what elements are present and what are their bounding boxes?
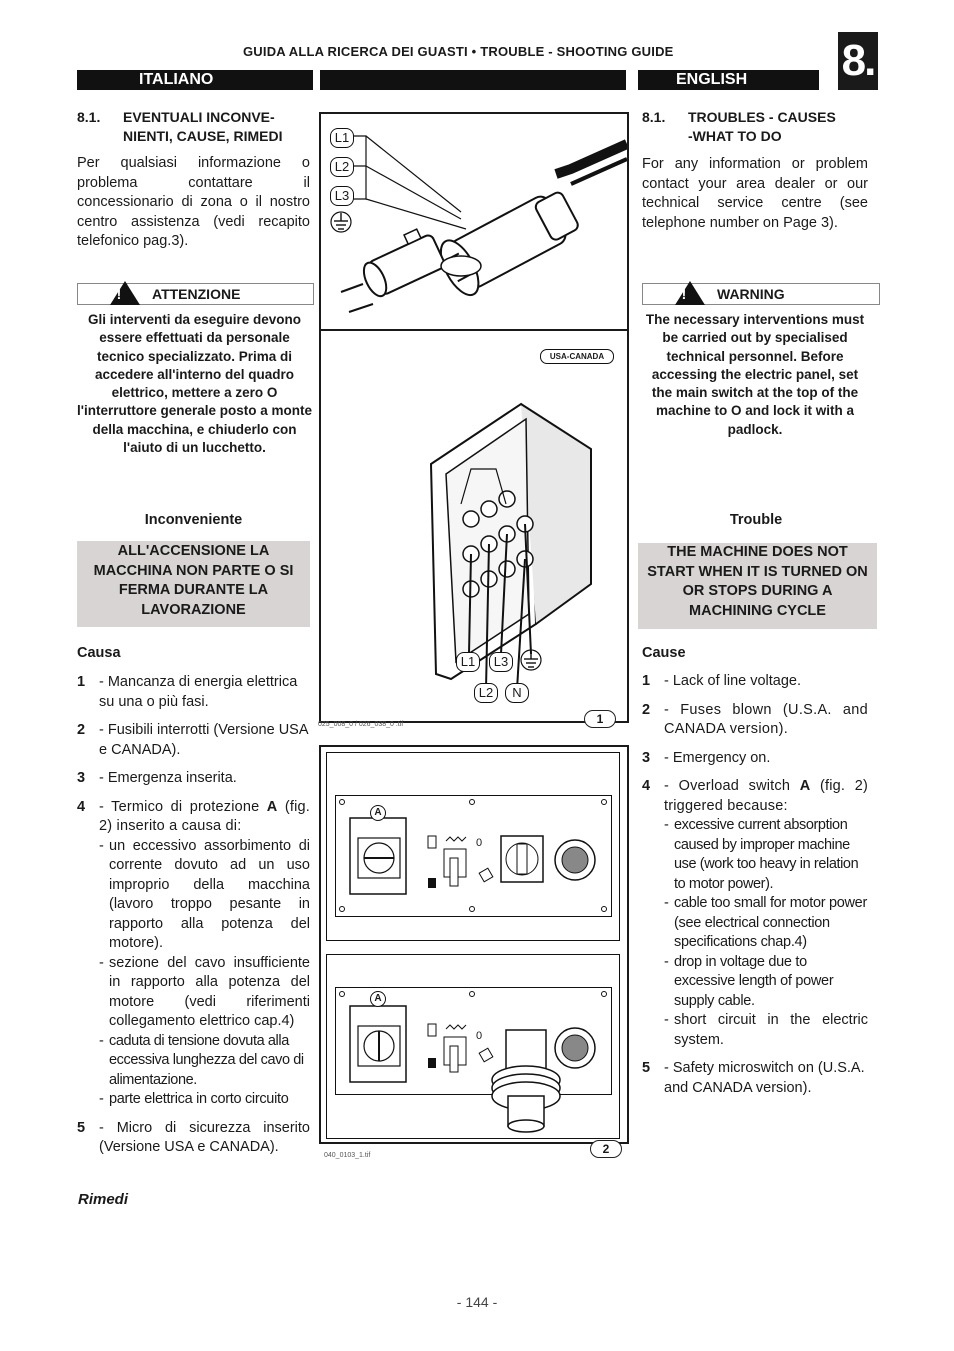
it-cause-2: 2 - Fusibili interrotti (Versione USA e CANADA). bbox=[77, 722, 308, 758]
en-cause-4-sub-2: - cable too small for motor power (see electrical connection specifications chap.4) bbox=[664, 895, 867, 950]
en-trouble-text: THE MACHINE DOES NOT START WHEN IT IS TURNED ON OR STOPS DURING A MACHINING CYCLE bbox=[647, 544, 868, 619]
en-cause-4: 4 - Overload switch A (fig. 2) triggered because: bbox=[642, 778, 869, 814]
figure-header-bar bbox=[320, 70, 626, 90]
en-warning-label: WARNING bbox=[717, 286, 785, 302]
figure-1-number: 1 bbox=[584, 710, 616, 728]
en-section-num: 8.1. bbox=[642, 109, 666, 125]
english-bar bbox=[638, 70, 819, 90]
english-label: ENGLISH bbox=[676, 71, 748, 88]
it-warning-label: ATTENZIONE bbox=[152, 286, 241, 302]
warning-exclamation-icon: ! bbox=[681, 286, 687, 302]
en-intro: For any information or problem contact your area dealer or our technical service centre (see telephone number on Page 3). bbox=[642, 156, 868, 231]
en-cause-4-sub-1: - excessive current absorption caused by improper machine use (work too heavy in relation to motor power). bbox=[664, 817, 859, 892]
it-cause-label: Causa bbox=[77, 645, 121, 661]
en-cause-4-sub-3: - drop in voltage due to excessive length of power supply cable. bbox=[664, 953, 834, 1009]
en-trouble-label: Trouble bbox=[729, 512, 783, 528]
emergency-stop-icon bbox=[486, 1032, 566, 1137]
it-warning-text: Gli interventi da eseguire devono essere effettuati da personale tecnico specializzato. Prima di accedere all'interno del quadro elettrico, mettere a zero O l'interruttore generale posto a monte della macchina, e chiuderlo con l'aiuto di un lucchetto. bbox=[77, 312, 312, 456]
plug-label-l2: L2 bbox=[330, 157, 354, 177]
en-cause-list bbox=[642, 672, 868, 1107]
it-intro: Per qualsiasi informazione o problema contattare il concessionario di zona o il nostro centro assistenza (vedi recapito telefonico pag.3). bbox=[77, 155, 310, 249]
it-trouble-label: Inconveniente bbox=[144, 512, 243, 528]
it-cause-4-sub-3: - caduta di tensione dovuta alla eccessiva lunghezza del cavo di alimentazione. bbox=[99, 1032, 304, 1088]
en-warning-box bbox=[642, 283, 880, 305]
figure-1 bbox=[319, 112, 629, 723]
it-trouble-box bbox=[77, 541, 310, 627]
it-section-heading bbox=[77, 108, 317, 144]
figure-1-caption: 025_008_0 / 026_038_0 .tif bbox=[318, 721, 404, 728]
it-cause-4-sub-1: - un eccessivo assorbimento di corrente dovuto ad un uso improprio della macchina (lavoro troppo pesante in rapporto alla potenza del motore). bbox=[99, 837, 310, 951]
it-cause-4: 4 - Termico di protezione A (fig. 2) inserito a causa di: bbox=[77, 798, 310, 834]
plug-label-l1: L1 bbox=[330, 128, 354, 148]
it-section-title-1: EVENTUALI INCONVE- bbox=[123, 109, 275, 125]
italiano-label: ITALIANO bbox=[139, 71, 214, 88]
page-number: - 144 - bbox=[456, 1294, 498, 1310]
en-cause-label: Cause bbox=[642, 645, 686, 661]
plug-label-l3: L3 bbox=[330, 186, 354, 206]
it-trouble-text: ALL'ACCENSIONE LA MACCHINA NON PARTE O SI FERMA DURANTE LA LAVORAZIONE bbox=[93, 543, 294, 618]
figure-1-drawing bbox=[321, 114, 627, 721]
chapter-number: 8. bbox=[838, 32, 878, 90]
it-remedies-label: Rimedi bbox=[78, 1191, 129, 1208]
usa-canada-tag: USA-CANADA bbox=[540, 349, 614, 364]
en-section-title-1: TROUBLES - CAUSES bbox=[688, 109, 836, 125]
it-cause-3: 3 - Emergenza inserita. bbox=[77, 770, 237, 786]
en-cause-2: 2 - Fuses blown (U.S.A. and CANADA version). bbox=[642, 701, 868, 737]
en-section-title-2: -WHAT TO DO bbox=[688, 128, 782, 144]
it-cause-list bbox=[77, 673, 310, 1167]
en-cause-4-sub-4: - short circuit in the electric system. bbox=[664, 1012, 868, 1048]
en-trouble-box bbox=[638, 543, 877, 629]
overload-switch-label-top: A bbox=[370, 805, 386, 821]
it-section-title-2: NIENTI, CAUSE, RIMEDI bbox=[123, 128, 283, 144]
it-cause-1: 1 - Mancanza di energia elettrica su una o più fasi. bbox=[77, 674, 298, 710]
terminal-label-n: N bbox=[505, 683, 529, 703]
figure-2-caption: 040_0103_1.tif bbox=[324, 1152, 371, 1159]
en-section-heading bbox=[642, 108, 882, 144]
terminal-label-l3: L3 bbox=[489, 652, 513, 672]
it-cause-4-sub-4: - parte elettrica in corto circuito bbox=[99, 1091, 289, 1107]
en-cause-1: 1 - Lack of line voltage. bbox=[642, 673, 802, 689]
figure-2 bbox=[319, 745, 629, 1144]
zero-label-bottom: 0 bbox=[476, 1030, 483, 1042]
en-cause-3: 3 - Emergency on. bbox=[642, 749, 771, 766]
en-cause-5: 5 - Safety microswitch on (U.S.A. and CANADA version). bbox=[642, 1060, 865, 1096]
warning-exclamation-icon: ! bbox=[116, 286, 122, 302]
italiano-bar bbox=[77, 70, 313, 90]
figure-2-number: 2 bbox=[590, 1140, 622, 1158]
zero-label-top: 0 bbox=[476, 837, 483, 849]
it-section-num: 8.1. bbox=[77, 109, 101, 125]
it-cause-5: 5 - Micro di sicurezza inserito (Versione USA e CANADA). bbox=[77, 1119, 310, 1155]
terminal-label-l1: L1 bbox=[456, 652, 480, 672]
en-warning-text: The necessary interventions must be carried out by specialised technical personnel. Before accessing the electric panel, set the main switch at the top of the machine to O and lock it with a padlock. bbox=[645, 312, 865, 437]
page-header-title: GUIDA ALLA RICERCA DEI GUASTI • TROUBLE - SHOOTING GUIDE bbox=[243, 44, 674, 59]
it-warning-box bbox=[77, 283, 314, 305]
terminal-label-l2: L2 bbox=[474, 683, 498, 703]
overload-switch-label-bottom: A bbox=[370, 991, 386, 1007]
it-cause-4-sub-2: - sezione del cavo insufficiente in rapporto alla potenza del motore (vedi riferimenti collegamento elettrico cap.4) bbox=[99, 954, 310, 1029]
